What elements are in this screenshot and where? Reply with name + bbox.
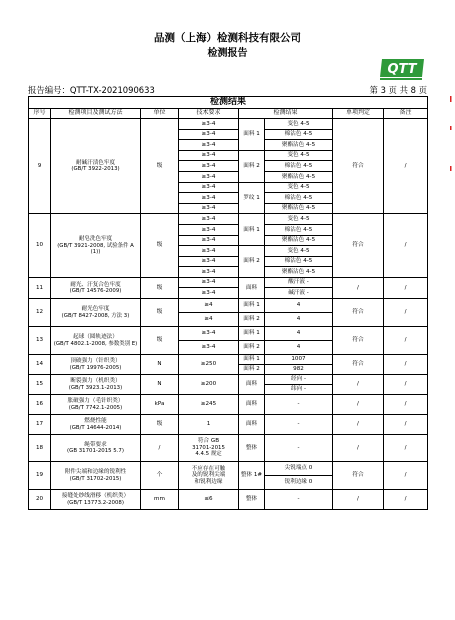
judge-cell: / [333,394,384,414]
item-cell: 燃烧性能 (GB/T 14644-2014) [51,414,141,434]
result-cell: 锐利边缘 0 [265,475,333,489]
note-cell: / [384,326,428,354]
item-cell: 绳带要求 (GB 31701-2015 5.7) [51,434,141,461]
company-name: 品测（上海）检测科技有限公司 [154,32,301,44]
req-cell: ≥3-4 [179,277,239,288]
result-cell: 聚酯沾色 4-5 [265,140,333,151]
req-cell: ≥3-4 [179,119,239,130]
req-cell: ≥3-4 [179,203,239,214]
result-cell: 聚酯沾色 4-5 [265,267,333,278]
seq-cell: 13 [29,326,51,354]
judge-cell: / [333,489,384,509]
note-cell: / [384,461,428,489]
note-cell: / [384,374,428,394]
result-cell: 聚酯沾色 4-5 [265,171,333,182]
item-cell: 顶破强力（针织类） (GB/T 19976-2005) [51,354,141,374]
header-judgement: 单项判定 [333,109,384,119]
result-cell: - [265,489,333,509]
part-cell: 面料 [239,414,265,434]
result-cell: 变色 4-5 [265,150,333,161]
req-cell: ≥3-4 [179,224,239,235]
unit-cell: 级 [141,277,179,298]
req-cell: ≥3-4 [179,161,239,172]
note-cell: / [384,277,428,298]
part-cell: 整体 1# [239,461,265,489]
header-seq: 序号 [29,109,51,119]
req-cell: ≥3-4 [179,288,239,299]
req-cell: ≥3-4 [179,214,239,225]
item-cell: 耐碱汗渍色牢度 (GB/T 3922-2013) [51,119,141,214]
table-row [29,489,428,509]
note-cell: / [384,119,428,214]
table-row [29,326,428,340]
seq-cell: 14 [29,354,51,374]
seq-cell: 15 [29,374,51,394]
result-cell: 4 [265,312,333,326]
judge-cell: 符合 [333,326,384,354]
result-cell: 4 [265,326,333,340]
red-edge-mark [450,96,453,216]
table-row [29,414,428,434]
table-row [29,119,428,130]
seq-cell: 16 [29,394,51,414]
qtt-logo [378,57,426,81]
item-cell: 耐皂洗色牢度 (GB/T 3921-2008, 试验条件 A (1)) [51,214,141,278]
table-title: 检测结果 [29,97,428,109]
unit-cell: 个 [141,461,179,489]
judge-cell: / [333,277,384,298]
result-cell: 棉沾色 4-5 [265,129,333,140]
result-cell: 棉沾色 4-5 [265,256,333,267]
result-cell: - [265,414,333,434]
req-cell: ≥3-4 [179,246,239,257]
unit-cell: N [141,354,179,374]
judge-cell: / [333,434,384,461]
note-cell: / [384,298,428,326]
req-cell: ≥3-4 [179,267,239,278]
item-cell: 起球（圆轨迹法） (GB/T 4802.1-2008, 参数类别 E) [51,326,141,354]
result-cell: 982 [265,364,333,374]
item-cell: 耐光、汗复合色牢度 (GB/T 14576-2009) [51,277,141,298]
seq-cell: 19 [29,461,51,489]
table-row [29,214,428,225]
note-cell: / [384,489,428,509]
judge-cell: / [333,374,384,394]
part-cell: 面料 [239,374,265,394]
req-cell: 符合 GB 31701-2015 4.4.5 规定 [179,434,239,461]
result-cell: 棉沾色 4-5 [265,161,333,172]
req-cell: ≥3-4 [179,129,239,140]
result-cell: - [265,434,333,461]
part-cell: 整体 [239,434,265,461]
judge-cell: 符合 [333,214,384,278]
table-row [29,461,428,475]
seq-cell: 11 [29,277,51,298]
unit-cell: 级 [141,214,179,278]
part-cell: 面料 2 [239,340,265,354]
report-number: 报告编号：QTT-TX-2021090633 [28,85,155,95]
unit-cell: 级 [141,119,179,214]
unit-cell: 级 [141,298,179,326]
seq-cell: 18 [29,434,51,461]
result-cell: 酸汗液 - [265,277,333,288]
svg-text:QTT: QTT [387,62,417,77]
req-cell: ≥3-4 [179,256,239,267]
table-row [29,374,428,384]
judge-cell: / [333,414,384,434]
judge-cell: 符合 [333,119,384,214]
note-cell: / [384,214,428,278]
part-cell: 面料 1 [239,326,265,340]
result-cell: 聚酯沾色 4-5 [265,203,333,214]
result-cell: 聚酯沾色 4-5 [265,235,333,246]
item-cell: 附件尖端和边缘的锐利性 (GB/T 31702-2015) [51,461,141,489]
part-cell: 面料 [239,394,265,414]
result-cell: 变色 4-5 [265,119,333,130]
note-cell: / [384,354,428,374]
req-cell: ≥3-4 [179,326,239,340]
result-cell: 碱汗液 - [265,288,333,299]
req-cell: ≥3-4 [179,340,239,354]
table-row [29,354,428,364]
part-cell: 面料 2 [239,246,265,278]
req-cell: ≥250 [179,354,239,374]
unit-cell: kPa [141,394,179,414]
seq-cell: 10 [29,214,51,278]
req-cell: ≤6 [179,489,239,509]
part-cell: 面料 1 [239,119,265,151]
part-cell: 面料 2 [239,312,265,326]
item-cell: 接缝处纱线滑移（机织类） (GB/T 13773.2-2008) [51,489,141,509]
req-cell: ≥3-4 [179,182,239,193]
result-cell: 变色 4-5 [265,182,333,193]
note-cell: / [384,434,428,461]
unit-cell: N [141,374,179,394]
judge-cell: 符合 [333,354,384,374]
result-cell: 变色 4-5 [265,246,333,257]
judge-cell: 符合 [333,298,384,326]
result-cell: 1007 [265,354,333,364]
result-cell: 纬向 - [265,384,333,394]
report-title: 检测报告 [207,48,248,59]
unit-cell: 级 [141,326,179,354]
result-cell: 棉沾色 4-5 [265,224,333,235]
header-unit: 单位 [141,109,179,119]
note-cell: / [384,414,428,434]
part-cell: 面料 1 [239,214,265,246]
part-cell: 面料 1 [239,298,265,312]
judge-cell: 符合 [333,461,384,489]
result-cell: 变色 4-5 [265,214,333,225]
header-note: 备注 [384,109,428,119]
req-cell: ≥4 [179,298,239,312]
result-cell: - [265,394,333,414]
result-cell: 4 [265,340,333,354]
part-cell: 罗纹 1 [239,182,265,214]
header-result: 检测结果 [239,109,333,119]
part-cell: 面料 2 [239,150,265,182]
seq-cell: 9 [29,119,51,214]
part-cell: 面料 2 [239,364,265,374]
table-row [29,434,428,461]
header-item: 检测项目及测试方法 [51,109,141,119]
req-cell: ≥3-4 [179,140,239,151]
req-cell: ≥3-4 [179,193,239,204]
seq-cell: 12 [29,298,51,326]
item-cell: 耐光色牢度 (GB/T 8427-2008, 方法 3) [51,298,141,326]
table-row [29,277,428,288]
req-cell: ≥245 [179,394,239,414]
req-cell: ≥3-4 [179,150,239,161]
item-cell: 断裂强力（机织类） (GB/T 3923.1-2013) [51,374,141,394]
note-cell: / [384,394,428,414]
unit-cell: 级 [141,414,179,434]
page-info: 第 3 页 共 8 页 [369,85,427,95]
part-cell: 整体 [239,489,265,509]
result-cell: 棉沾色 4-5 [265,193,333,204]
req-cell: ≥3-4 [179,171,239,182]
part-cell: 面料 [239,277,265,298]
result-cell: 4 [265,298,333,312]
item-cell: 胀破强力（毛针织类） (GB/T 7742.1-2005) [51,394,141,414]
req-cell: ≥3-4 [179,235,239,246]
unit-cell: mm [141,489,179,509]
req-cell: 1 [179,414,239,434]
req-cell: ≥4 [179,312,239,326]
table-row [29,298,428,312]
part-cell: 面料 1 [239,354,265,364]
header-requirement: 技术要求 [179,109,239,119]
seq-cell: 17 [29,414,51,434]
results-table [28,96,428,510]
seq-cell: 20 [29,489,51,509]
result-cell: 经向 - [265,374,333,384]
table-row [29,394,428,414]
req-cell: 不应存在可触 及的锐利尖端 和锐利边缘 [179,461,239,489]
unit-cell: / [141,434,179,461]
result-cell: 尖锐端点 0 [265,461,333,475]
req-cell: ≥200 [179,374,239,394]
